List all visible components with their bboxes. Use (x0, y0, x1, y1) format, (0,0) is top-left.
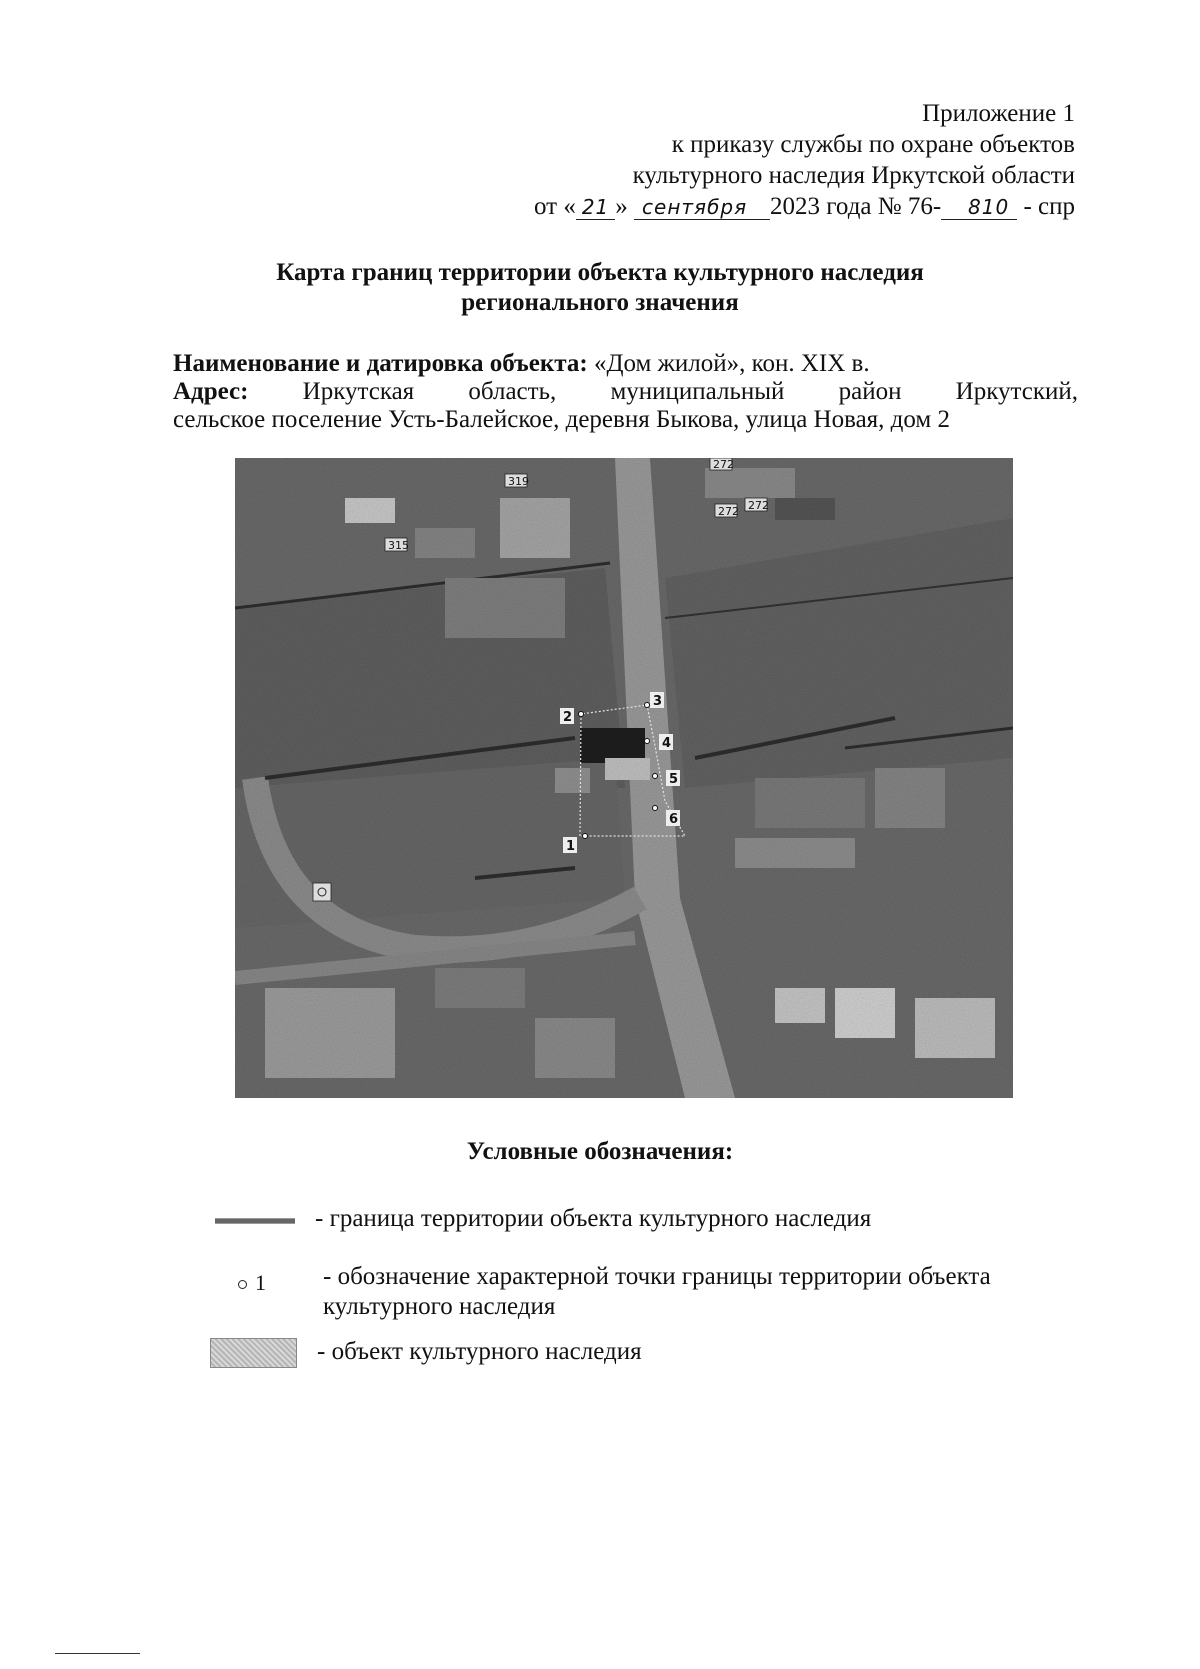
title-line-2: регионального значения (461, 289, 739, 316)
order-suffix: - спр (1023, 193, 1075, 220)
address-word: область, (468, 378, 557, 405)
title-line-1: Карта границ территории объекта культурного наследия (276, 259, 924, 286)
point-label: 1 (566, 839, 576, 854)
date-mid: » (615, 193, 628, 220)
legend-point-line-2: культурного наследия (323, 1293, 556, 1320)
heritage-fill-sample (210, 1338, 297, 1368)
point-label: 6 (669, 812, 679, 827)
footer-rule (55, 1653, 140, 1654)
house-number-text: 272 (718, 505, 739, 518)
point-sample (238, 1270, 266, 1296)
appendix-title: Приложение 1 (922, 100, 1075, 127)
address-label: Адрес: (173, 378, 249, 405)
point-sample-number: 1 (255, 1270, 266, 1295)
house-number-text: 315 (388, 539, 409, 552)
point-label: 4 (662, 736, 672, 751)
document-title (0, 258, 1200, 318)
point-label: 5 (669, 772, 679, 787)
legend-title: Условные обозначения: (466, 1138, 734, 1165)
object-name-line (173, 350, 1078, 378)
house-number-text: 272 (748, 499, 769, 512)
house-number-label (745, 498, 769, 512)
handwritten-month: сентября (634, 195, 770, 220)
appendix-header (534, 98, 1075, 222)
date-prefix: от « (533, 193, 576, 220)
legend-heritage-text: - объект культурного наследия (317, 1338, 642, 1365)
address-word: муниципальный (610, 378, 785, 405)
object-name-label: Наименование и датировка объекта: (173, 350, 588, 377)
order-date-line (534, 191, 1075, 222)
address-word: Иркутская (302, 378, 415, 405)
point-label: 2 (563, 710, 573, 725)
handwritten-order-number: 810 (941, 195, 1017, 220)
handwritten-day: 21 (576, 195, 615, 220)
authority-name: культурного наследия Иркутской области (632, 162, 1075, 189)
house-number-label (715, 504, 739, 518)
house-number-text: 272 (713, 458, 734, 471)
legend-boundary-text: - граница территории объекта культурного наследия (315, 1205, 872, 1232)
house-number-label (710, 458, 734, 471)
poi-marker-icon (313, 883, 331, 901)
house-number-label (505, 474, 529, 488)
address-line-1 (173, 378, 1078, 406)
address-line-2: сельское поселение Усть-Балейское, деревня Быкова, улица Новая, дом 2 (173, 406, 950, 433)
address-word: Иркутский, (955, 378, 1078, 405)
point-label: 3 (653, 694, 663, 709)
object-info (173, 350, 1078, 434)
address-word: район (838, 378, 902, 405)
house-number-label (385, 538, 409, 552)
legend-point-line-1: - обозначение характерной точки границы территории объекта (323, 1263, 991, 1290)
map-canvas (235, 458, 1013, 1098)
object-name-value: «Дом жилой», кон. XIX в. (593, 350, 870, 377)
point-ring-icon (238, 1280, 247, 1289)
satellite-map (235, 458, 1013, 1098)
boundary-line-sample (215, 1218, 295, 1224)
date-year: 2023 года № 76- (770, 193, 942, 220)
legend-point-text (323, 1262, 991, 1322)
order-reference: к приказу службы по охране объектов (671, 131, 1075, 158)
house-number-text: 319 (508, 475, 529, 488)
